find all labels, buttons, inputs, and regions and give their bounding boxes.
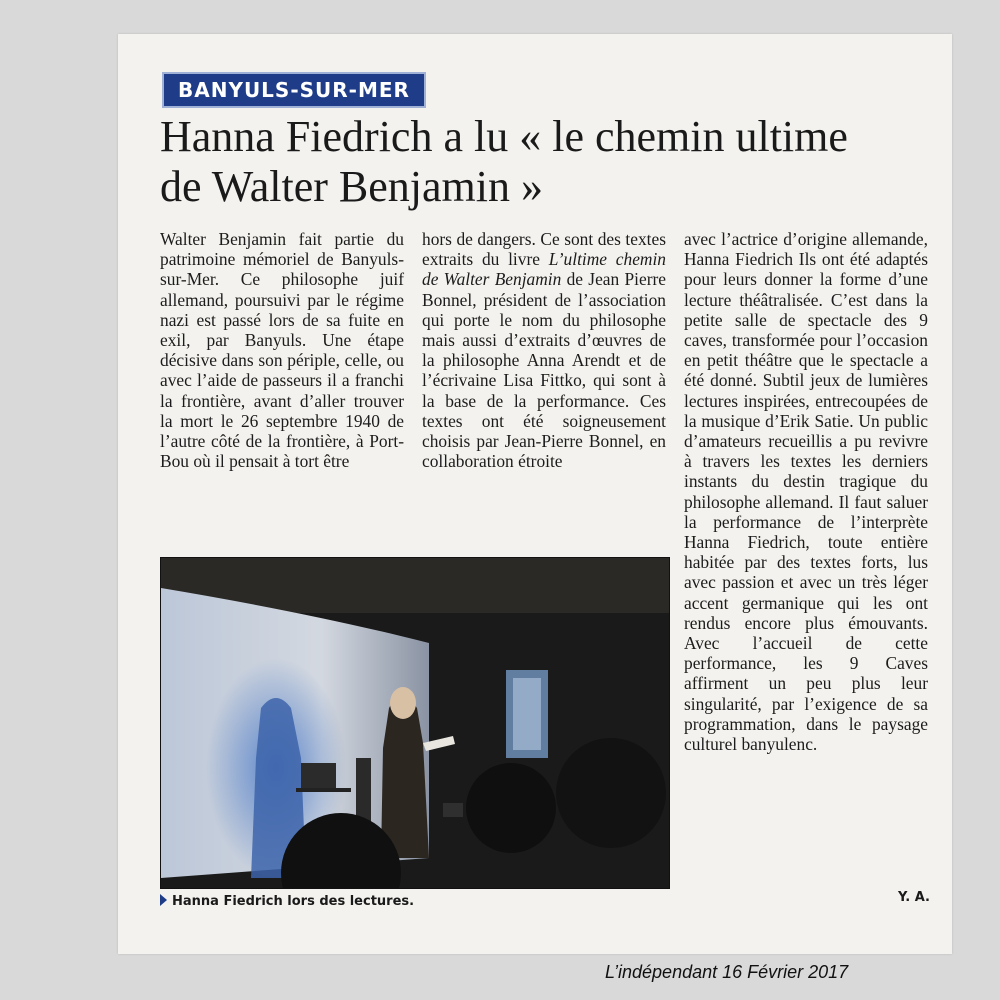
article-headline: Hanna Fiedrich a lu « le chemin ultime de Walter Benjamin » bbox=[160, 112, 848, 211]
article-column-3 bbox=[684, 229, 928, 754]
column-1-text: Walter Benjamin fait partie du patrimoine mémoriel de Banyuls-sur-Mer. Ce philosophe juif allemand, poursuivi par le régime nazi est passé lors de sa fuite en exil, par Banyuls. Une étape décisive dans son périple, celle, ou avec l’aide de passeurs il a franchi la frontière, avant d’aller trouver la mort le 26 septembre 1940 de l’autre côté de la frontière, à Port-Bou où il pensait à tort être bbox=[160, 229, 404, 472]
photo-caption bbox=[160, 894, 414, 909]
performance-photo bbox=[160, 557, 670, 889]
caption-triangle-icon bbox=[160, 894, 167, 906]
section-kicker: BANYULS-SUR-MER bbox=[162, 72, 426, 108]
column-3-text: avec l’actrice d’origine allemande, Hanna Fiedrich Ils ont été adaptés pour leurs donner la forme d’une lecture théâtralisée. C’est dans la petite salle de spectacle des 9 caves, transformée pour l’occasion en petit théâtre que le spectacle a été donné. Subtil jeux de lumières lectures inspirées, entrecoupées de la musique d’Erik Satie. Un public d’amateurs recueillis a pu revivre à travers les textes les derniers instants du destin tragique du philosophe allemand. Il faut saluer la performance de l’interprète Hanna Fiedrich, toute entière habitée par des textes forts, lus avec passion et avec un très léger accent germanique qui les ont rendus encore plus émouvants. Avec l’accueil de cette performance, les 9 Caves affirment un peu plus leur singularité, par l’exigence de sa programmation, dans le paysage culturel banyulenc. bbox=[684, 229, 928, 755]
article-column-2 bbox=[422, 229, 666, 471]
article-column-1 bbox=[160, 229, 404, 471]
source-attribution: L’indépendant 16 Février 2017 bbox=[605, 962, 849, 982]
book-title: L’ultime chemin de Walter Benjamin bbox=[422, 249, 666, 290]
photo-caption-text: Hanna Fiedrich lors des lectures. bbox=[172, 894, 415, 909]
column-2-text-after: de Jean Pierre Bonnel, président de l’association qui porte le nom du philosophe mais aussi d’extraits d’œuvres de la philosophe Anna Arendt et de l’écrivaine Lisa Fittko, qui sont à la base de la performance. Ces textes ont été soigneusement choisis par Jean-Pierre Bonnel, en collaboration étroite bbox=[422, 269, 666, 472]
column-2-text-before: hors de dangers. Ce sont des textes extraits du livre bbox=[422, 229, 666, 270]
newspaper-clipping bbox=[118, 34, 952, 954]
column-2-text bbox=[422, 229, 666, 471]
photo-illustration bbox=[161, 558, 669, 888]
author-signature: Y. A. bbox=[898, 890, 930, 905]
